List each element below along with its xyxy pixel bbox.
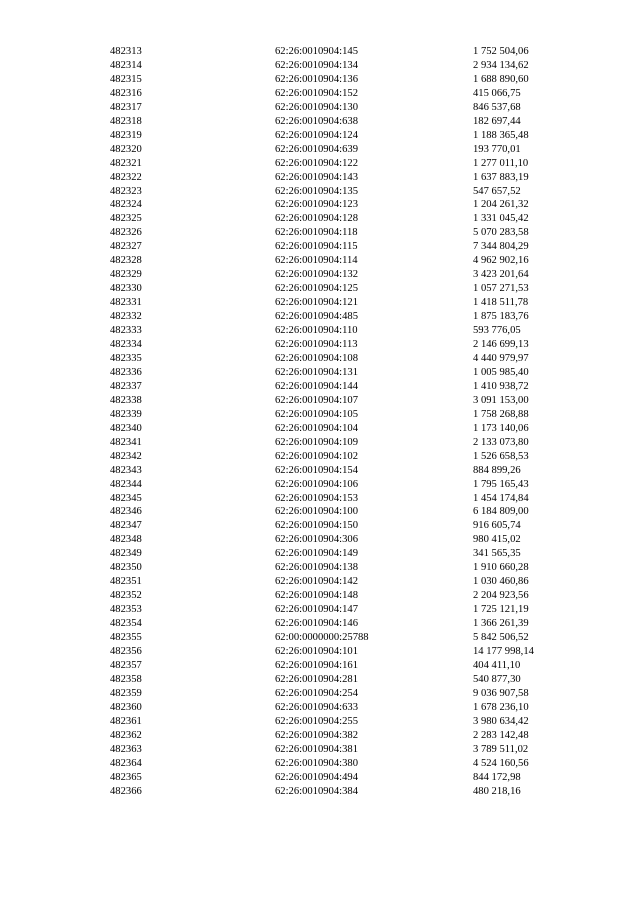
cadastral-number-cell: 62:26:0010904:113 — [275, 339, 358, 351]
row-id-cell: 482325 — [110, 213, 142, 225]
row-id-cell: 482363 — [110, 743, 142, 755]
cadastral-number-cell: 62:26:0010904:110 — [275, 325, 358, 337]
table-row — [110, 701, 573, 715]
cadastral-number-cell: 62:26:0010904:382 — [275, 729, 358, 741]
table-row — [110, 352, 573, 366]
cadastral-number-cell: 62:26:0010904:101 — [275, 645, 358, 657]
table-row — [110, 157, 573, 171]
cadastral-number-cell: 62:26:0010904:131 — [275, 366, 358, 378]
cadastral-number-cell: 62:26:0010904:114 — [275, 255, 358, 267]
table-row — [110, 310, 573, 324]
cadastral-number-cell: 62:26:0010904:121 — [275, 297, 358, 309]
cadastral-number-cell: 62:26:0010904:150 — [275, 520, 358, 532]
table-row — [110, 366, 573, 380]
row-id-cell: 482337 — [110, 380, 142, 392]
row-id-cell: 482324 — [110, 199, 142, 211]
cadastral-value-cell: 1 173 140,06 — [473, 422, 529, 434]
row-id-cell: 482322 — [110, 171, 142, 183]
cadastral-value-cell: 3 789 511,02 — [473, 743, 529, 755]
cadastral-number-cell: 62:26:0010904:149 — [275, 548, 358, 560]
cadastral-value-cell: 1 752 504,06 — [473, 46, 529, 57]
cadastral-number-cell: 62:26:0010904:152 — [275, 87, 358, 99]
table-row — [110, 785, 573, 799]
table-row — [110, 324, 573, 338]
table-row — [110, 115, 573, 129]
cadastral-value-cell: 540 877,30 — [473, 673, 521, 685]
row-id-cell: 482342 — [110, 450, 142, 462]
table-row — [110, 743, 573, 757]
table-row — [110, 715, 573, 729]
table-row — [110, 240, 573, 254]
row-id-cell: 482332 — [110, 311, 142, 323]
table-row — [110, 129, 573, 143]
cadastral-number-cell: 62:26:0010904:123 — [275, 199, 358, 211]
cadastral-value-cell: 6 184 809,00 — [473, 506, 529, 518]
cadastral-number-cell: 62:26:0010904:100 — [275, 506, 358, 518]
cadastral-value-cell: 1 526 658,53 — [473, 450, 529, 462]
cadastral-value-cell: 1 637 883,19 — [473, 171, 529, 183]
cadastral-number-cell: 62:26:0010904:161 — [275, 659, 358, 671]
row-id-cell: 482339 — [110, 408, 142, 420]
row-id-cell: 482319 — [110, 129, 142, 141]
row-id-cell: 482314 — [110, 59, 142, 71]
row-id-cell: 482352 — [110, 590, 142, 602]
cadastral-value-cell: 1 678 236,10 — [473, 701, 529, 713]
cadastral-value-cell: 480 218,16 — [473, 785, 521, 797]
table-row — [110, 436, 573, 450]
row-id-cell: 482323 — [110, 185, 142, 197]
cadastral-number-cell: 62:26:0010904:306 — [275, 534, 358, 546]
cadastral-value-cell: 1 204 261,32 — [473, 199, 529, 211]
cadastral-value-cell: 2 204 923,56 — [473, 590, 529, 602]
cadastral-value-cell: 2 133 073,80 — [473, 436, 529, 448]
cadastral-value-cell: 1 410 938,72 — [473, 380, 529, 392]
cadastral-value-cell: 4 962 902,16 — [473, 255, 529, 267]
table-row — [110, 492, 573, 506]
row-id-cell: 482354 — [110, 618, 142, 630]
row-id-cell: 482346 — [110, 506, 142, 518]
cadastral-value-cell: 5 070 283,58 — [473, 227, 529, 239]
row-id-cell: 482320 — [110, 143, 142, 155]
cadastral-number-cell: 62:26:0010904:115 — [275, 241, 358, 253]
cadastral-number-cell: 62:26:0010904:132 — [275, 269, 358, 281]
cadastral-value-cell: 3 091 153,00 — [473, 394, 529, 406]
cadastral-value-cell: 593 776,05 — [473, 325, 521, 337]
row-id-cell: 482345 — [110, 492, 142, 504]
table-row — [110, 59, 573, 73]
table-row — [110, 380, 573, 394]
row-id-cell: 482365 — [110, 771, 142, 783]
table-row — [110, 226, 573, 240]
cadastral-value-cell: 1 875 183,76 — [473, 311, 529, 323]
table-row — [110, 101, 573, 115]
cadastral-value-cell: 3 423 201,64 — [473, 269, 529, 281]
table-row — [110, 617, 573, 631]
table-row — [110, 533, 573, 547]
table-row — [110, 464, 573, 478]
cadastral-number-cell: 62:26:0010904:281 — [275, 673, 358, 685]
cadastral-number-cell: 62:26:0010904:143 — [275, 171, 358, 183]
cadastral-value-cell: 14 177 998,14 — [473, 645, 534, 657]
cadastral-value-cell: 2 934 134,62 — [473, 59, 529, 71]
cadastral-value-cell: 193 770,01 — [473, 143, 521, 155]
cadastral-number-cell: 62:26:0010904:384 — [275, 785, 358, 797]
row-id-cell: 482316 — [110, 87, 142, 99]
row-id-cell: 482333 — [110, 325, 142, 337]
row-id-cell: 482330 — [110, 283, 142, 295]
cadastral-number-cell: 62:26:0010904:380 — [275, 757, 358, 769]
row-id-cell: 482334 — [110, 339, 142, 351]
table-row — [110, 185, 573, 199]
cadastral-number-cell: 62:26:0010904:638 — [275, 115, 358, 127]
cadastral-value-cell: 1 188 365,48 — [473, 129, 529, 141]
row-id-cell: 482343 — [110, 464, 142, 476]
cadastral-number-cell: 62:26:0010904:148 — [275, 590, 358, 602]
table-row — [110, 771, 573, 785]
cadastral-value-cell: 1 725 121,19 — [473, 604, 529, 616]
cadastral-number-cell: 62:26:0010904:154 — [275, 464, 358, 476]
row-id-cell: 482360 — [110, 701, 142, 713]
cadastral-value-cell: 415 066,75 — [473, 87, 521, 99]
cadastral-value-cell: 884 899,26 — [473, 464, 521, 476]
cadastral-number-cell: 62:26:0010904:633 — [275, 701, 358, 713]
row-id-cell: 482364 — [110, 757, 142, 769]
row-id-cell: 482366 — [110, 785, 142, 797]
row-id-cell: 482344 — [110, 478, 142, 490]
table-row — [110, 450, 573, 464]
cadastral-number-cell: 62:26:0010904:138 — [275, 562, 358, 574]
table-row — [110, 171, 573, 185]
table-row — [110, 422, 573, 436]
cadastral-number-cell: 62:26:0010904:142 — [275, 576, 358, 588]
cadastral-value-cell: 1 057 271,53 — [473, 283, 529, 295]
table-row — [110, 268, 573, 282]
cadastral-number-cell: 62:26:0010904:118 — [275, 227, 358, 239]
row-id-cell: 482336 — [110, 366, 142, 378]
cadastral-value-cell: 1 005 985,40 — [473, 366, 529, 378]
cadastral-number-cell: 62:26:0010904:104 — [275, 422, 358, 434]
cadastral-value-cell: 9 036 907,58 — [473, 687, 529, 699]
table-row — [110, 212, 573, 226]
row-id-cell: 482340 — [110, 422, 142, 434]
cadastral-value-cell: 1 366 261,39 — [473, 618, 529, 630]
row-id-cell: 482321 — [110, 157, 142, 169]
table-row — [110, 589, 573, 603]
row-id-cell: 482341 — [110, 436, 142, 448]
cadastral-value-cell: 846 537,68 — [473, 101, 521, 113]
cadastral-number-cell: 62:26:0010904:485 — [275, 311, 358, 323]
cadastral-number-cell: 62:26:0010904:135 — [275, 185, 358, 197]
cadastral-value-cell: 7 344 804,29 — [473, 241, 529, 253]
cadastral-value-cell: 1 795 165,43 — [473, 478, 529, 490]
table-row — [110, 729, 573, 743]
row-id-cell: 482331 — [110, 297, 142, 309]
cadastral-value-cell: 980 415,02 — [473, 534, 521, 546]
row-id-cell: 482313 — [110, 46, 142, 57]
cadastral-value-cell: 1 418 511,78 — [473, 297, 529, 309]
cadastral-value-cell: 1 454 174,84 — [473, 492, 529, 504]
cadastral-number-cell: 62:26:0010904:147 — [275, 604, 358, 616]
table-row — [110, 757, 573, 771]
row-id-cell: 482335 — [110, 352, 142, 364]
cadastral-value-cell: 916 605,74 — [473, 520, 521, 532]
cadastral-value-cell: 2 283 142,48 — [473, 729, 529, 741]
cadastral-number-cell: 62:26:0010904:108 — [275, 352, 358, 364]
table-row — [110, 143, 573, 157]
cadastral-value-cell: 4 524 160,56 — [473, 757, 529, 769]
table-row — [110, 338, 573, 352]
cadastral-number-cell: 62:26:0010904:153 — [275, 492, 358, 504]
cadastral-value-cell: 4 440 979,97 — [473, 352, 529, 364]
cadastral-number-cell: 62:26:0010904:494 — [275, 771, 358, 783]
table-row — [110, 631, 573, 645]
table-row — [110, 519, 573, 533]
row-id-cell: 482349 — [110, 548, 142, 560]
row-id-cell: 482329 — [110, 269, 142, 281]
table-row — [110, 575, 573, 589]
table-row — [110, 254, 573, 268]
cadastral-value-cell: 1 277 011,10 — [473, 157, 529, 169]
cadastral-value-cell: 1 688 890,60 — [473, 73, 529, 85]
cadastral-number-cell: 62:26:0010904:130 — [275, 101, 358, 113]
row-id-cell: 482327 — [110, 241, 142, 253]
cadastral-number-cell: 62:26:0010904:144 — [275, 380, 358, 392]
cadastral-number-cell: 62:26:0010904:146 — [275, 618, 358, 630]
row-id-cell: 482357 — [110, 659, 142, 671]
table-row — [110, 296, 573, 310]
row-id-cell: 482347 — [110, 520, 142, 532]
cadastral-value-cell: 547 657,52 — [473, 185, 521, 197]
cadastral-value-cell: 844 172,98 — [473, 771, 521, 783]
cadastral-value-table — [110, 45, 573, 798]
cadastral-number-cell: 62:26:0010904:109 — [275, 436, 358, 448]
table-row — [110, 505, 573, 519]
row-id-cell: 482361 — [110, 715, 142, 727]
cadastral-value-cell: 1 331 045,42 — [473, 213, 529, 225]
cadastral-value-cell: 341 565,35 — [473, 548, 521, 560]
cadastral-value-cell: 3 980 634,42 — [473, 715, 529, 727]
row-id-cell: 482356 — [110, 645, 142, 657]
cadastral-number-cell: 62:26:0010904:639 — [275, 143, 358, 155]
table-row — [110, 198, 573, 212]
table-row — [110, 478, 573, 492]
cadastral-value-cell: 1 030 460,86 — [473, 576, 529, 588]
cadastral-number-cell: 62:26:0010904:125 — [275, 283, 358, 295]
cadastral-number-cell: 62:26:0010904:255 — [275, 715, 358, 727]
table-body — [110, 45, 573, 798]
cadastral-value-cell: 1 910 660,28 — [473, 562, 529, 574]
table-row — [110, 87, 573, 101]
row-id-cell: 482362 — [110, 729, 142, 741]
cadastral-number-cell: 62:26:0010904:145 — [275, 46, 358, 57]
row-id-cell: 482317 — [110, 101, 142, 113]
cadastral-number-cell: 62:26:0010904:136 — [275, 73, 358, 85]
table-row — [110, 394, 573, 408]
row-id-cell: 482351 — [110, 576, 142, 588]
table-row — [110, 547, 573, 561]
table-row — [110, 673, 573, 687]
row-id-cell: 482338 — [110, 394, 142, 406]
cadastral-number-cell: 62:26:0010904:381 — [275, 743, 358, 755]
cadastral-number-cell: 62:26:0010904:106 — [275, 478, 358, 490]
row-id-cell: 482326 — [110, 227, 142, 239]
table-row — [110, 408, 573, 422]
row-id-cell: 482355 — [110, 632, 142, 644]
cadastral-value-cell: 2 146 699,13 — [473, 339, 529, 351]
row-id-cell: 482359 — [110, 687, 142, 699]
table-row — [110, 603, 573, 617]
row-id-cell: 482350 — [110, 562, 142, 574]
table-row — [110, 687, 573, 701]
cadastral-number-cell: 62:26:0010904:134 — [275, 59, 358, 71]
cadastral-number-cell: 62:26:0010904:128 — [275, 213, 358, 225]
cadastral-value-cell: 5 842 506,52 — [473, 632, 529, 644]
table-row — [110, 659, 573, 673]
cadastral-value-cell: 404 411,10 — [473, 659, 521, 671]
cadastral-number-cell: 62:26:0010904:122 — [275, 157, 358, 169]
cadastral-number-cell: 62:26:0010904:102 — [275, 450, 358, 462]
cadastral-value-cell: 1 758 268,88 — [473, 408, 529, 420]
row-id-cell: 482315 — [110, 73, 142, 85]
table-row — [110, 73, 573, 87]
cadastral-number-cell: 62:26:0010904:105 — [275, 408, 358, 420]
table-row — [110, 282, 573, 296]
row-id-cell: 482328 — [110, 255, 142, 267]
row-id-cell: 482348 — [110, 534, 142, 546]
cadastral-number-cell: 62:00:0000000:25788 — [275, 632, 369, 644]
table-row — [110, 561, 573, 575]
cadastral-number-cell: 62:26:0010904:254 — [275, 687, 358, 699]
cadastral-number-cell: 62:26:0010904:107 — [275, 394, 358, 406]
cadastral-value-cell: 182 697,44 — [473, 115, 521, 127]
row-id-cell: 482353 — [110, 604, 142, 616]
table-row — [110, 645, 573, 659]
row-id-cell: 482318 — [110, 115, 142, 127]
table-row — [110, 45, 573, 59]
row-id-cell: 482358 — [110, 673, 142, 685]
cadastral-number-cell: 62:26:0010904:124 — [275, 129, 358, 141]
